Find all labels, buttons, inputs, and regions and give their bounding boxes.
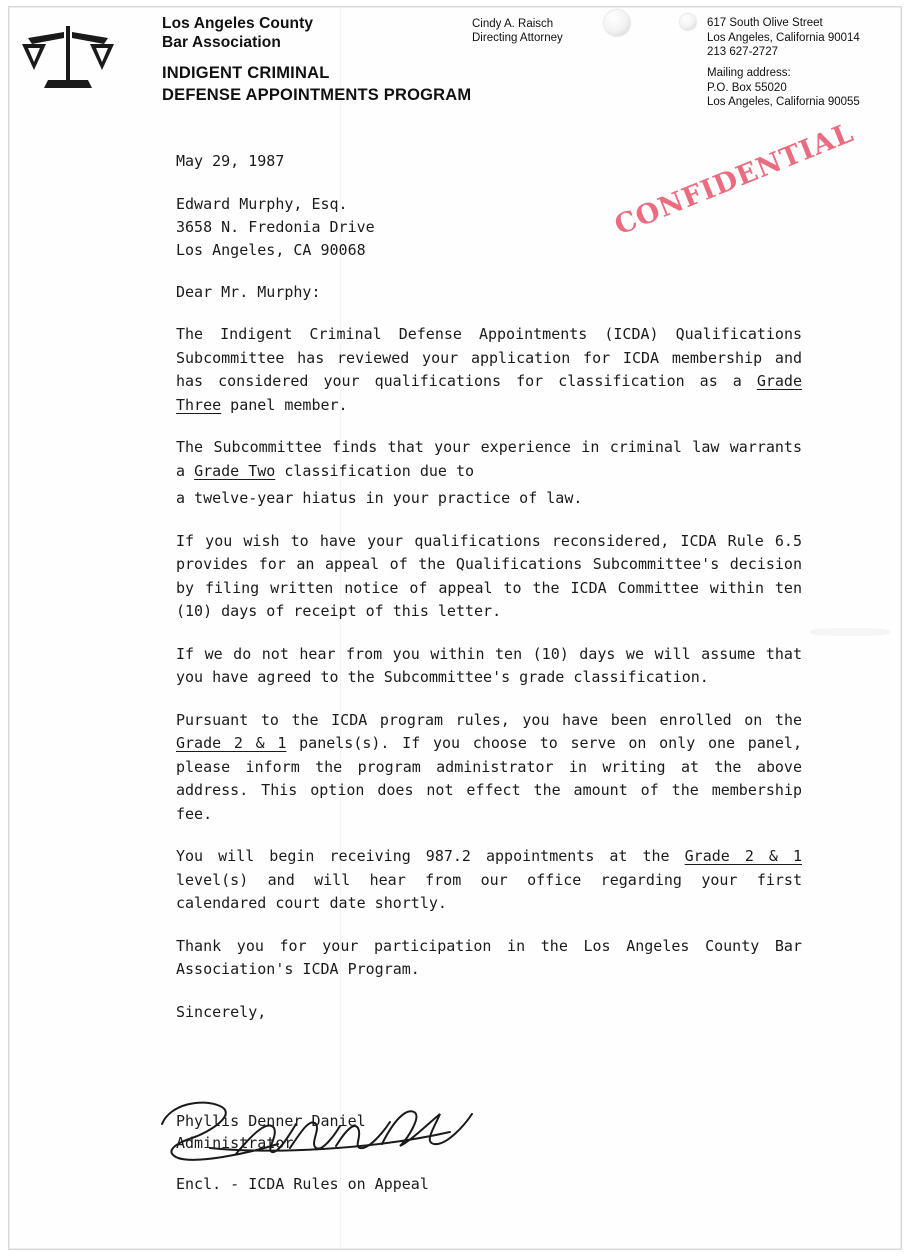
hole-punch-mark: [604, 10, 630, 36]
confidential-stamp: CONFIDENTIAL: [610, 117, 859, 242]
letterhead-program-title: INDIGENT CRIMINAL DEFENSE APPOINTMENTS PROGRAM: [162, 64, 472, 104]
paragraph-qualifications: The Indigent Criminal Defense Appointments (ICDA) Qualifications Subcommittee has reviewed your application for ICDA membership and has considered your qualifications for classification as a Grade Three panel member.: [176, 325, 802, 414]
letterhead-organization: Los Angeles County Bar Association: [162, 15, 314, 51]
scales-of-justice-logo-icon: [18, 22, 118, 90]
letterhead-contact: Cindy A. Raisch Directing Attorney: [472, 18, 563, 44]
letterhead-street-address: 617 South Olive Street Los Angeles, California 90014 213 627-2727: [707, 17, 860, 58]
grade-three-value: Grade Three: [176, 372, 802, 414]
paragraph-enrollment: Pursuant to the ICDA program rules, you have been enrolled on the Grade 2 & 1 panels(s). If you choose to serve on only one panel, please inform the program administrator in writing at the above address. This option does not effect the amount of the membership fee.: [176, 710, 802, 823]
paragraph-thanks: Thank you for your participation in the Los Angeles County Bar Association's ICDA Program.: [176, 936, 802, 978]
letterhead-mailing-address: Mailing address: P.O. Box 55020 Los Angeles, California 90055: [707, 67, 860, 108]
scan-smudge: [810, 628, 890, 636]
hole-punch-mark: [680, 14, 696, 30]
paragraph-appeal: If you wish to have your qualifications reconsidered, ICDA Rule 6.5 provides for an appeal of the Qualifications Subcommittee's decision by filing written notice of appeal to the ICDA Committee within ten (10) days of receipt of this letter.: [176, 531, 802, 620]
paragraph-no-response: If we do not hear from you within ten (10) days we will assume that you have agreed to the Subcommittee's grade classification.: [176, 644, 802, 686]
enclosure-note: Encl. - ICDA Rules on Appeal: [176, 1175, 429, 1193]
salutation: Dear Mr. Murphy:: [176, 282, 321, 301]
panel-level-value: Grade 2 & 1: [684, 847, 803, 865]
recipient-address: Edward Murphy, Esq. 3658 N. Fredonia Drive Los Angeles, CA 90068: [176, 194, 375, 259]
paragraph-reason: a twelve-year hiatus in your practice of law.: [176, 489, 583, 507]
paragraph-appointments: You will begin receiving 987.2 appointments at the Grade 2 & 1 level(s) and will hear from our office regarding your first calendared court date shortly.: [176, 847, 803, 912]
grade-two-value: Grade Two: [194, 461, 276, 480]
panel-enrollment-value: Grade 2 & 1: [176, 734, 287, 752]
letter-date: May 29, 1987: [176, 152, 285, 170]
closing: Sincerely,: [176, 1002, 267, 1021]
paragraph-subcommittee-finding: The Subcommittee finds that your experience in criminal law warrants a Grade Two classification due to: [176, 438, 802, 480]
signer-block: Phyllis Denner Daniel Administrator: [176, 1112, 366, 1152]
letter-body: [176, 150, 802, 1216]
